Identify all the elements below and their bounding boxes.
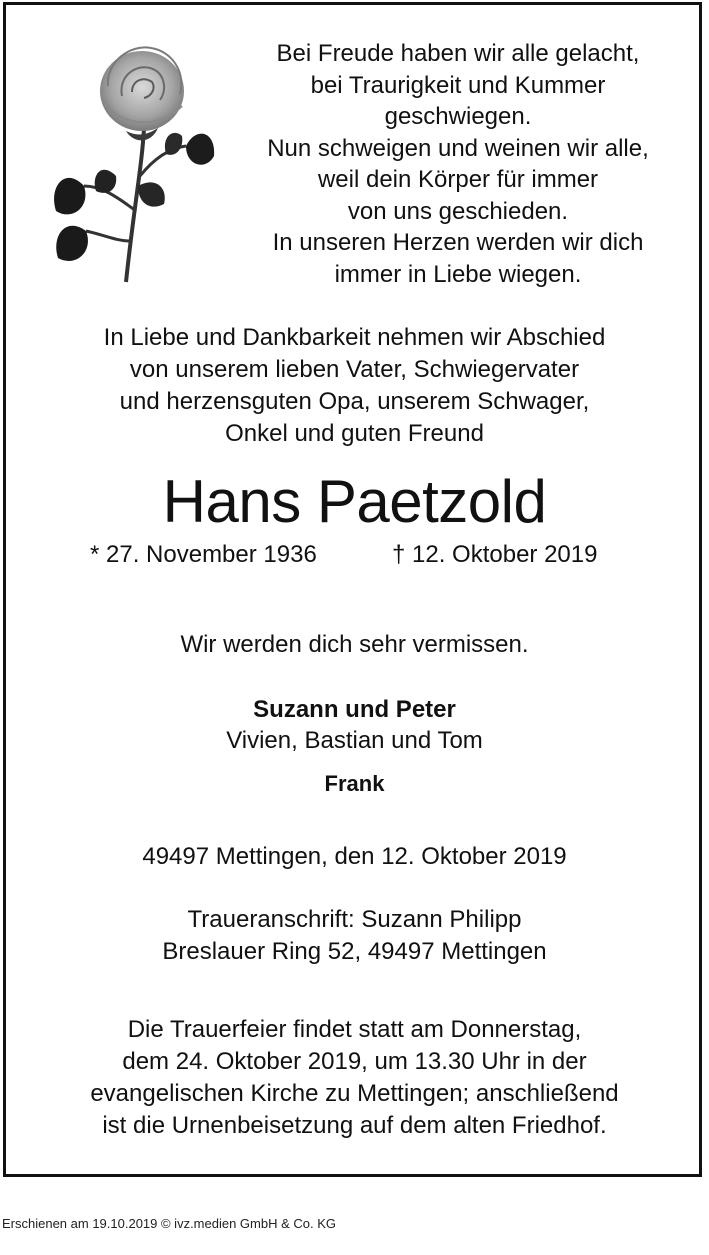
poem (238, 38, 678, 290)
mourners-group-2: Frank (324, 771, 385, 796)
mourner-names: Suzann und Peter (253, 696, 456, 723)
mourning-address (0, 904, 709, 968)
mourners-group-1 (0, 694, 709, 756)
poem-line: geschwiegen. (384, 103, 532, 130)
ceremony-line: evangelischen Kirche zu Mettingen; anschließend (90, 1080, 619, 1107)
poem-line: In unseren Herzen werden wir dich (272, 229, 644, 256)
rose-icon (46, 36, 216, 286)
ceremony-line: ist die Urnenbeisetzung auf dem alten Friedhof. (102, 1112, 607, 1139)
intro-text (0, 322, 709, 450)
mourner-children: Vivien, Bastian und Tom (226, 727, 483, 754)
intro-line: Onkel und guten Freund (225, 420, 484, 447)
address-line: Traueranschrift: Suzann Philipp (187, 906, 522, 933)
deceased-name: Hans Paetzold (162, 468, 547, 535)
poem-line: Nun schweigen und weinen wir alle, (267, 134, 649, 162)
publication-footer: Erschienen am 19.10.2019 © ivz.medien GmbH & Co. KG (2, 1216, 337, 1231)
ceremony-line: dem 24. Oktober 2019, um 13.30 Uhr in der (122, 1048, 587, 1075)
poem-line: bei Traurigkeit und Kummer (310, 71, 606, 99)
ceremony-line: Die Trauerfeier findet statt am Donnerstag, (127, 1016, 582, 1043)
intro-line: von unserem lieben Vater, Schwiegervater (129, 356, 580, 383)
poem-line: Bei Freude haben wir alle gelacht, (276, 40, 640, 67)
miss-line: Wir werden dich sehr vermissen. (180, 631, 529, 658)
ceremony-info (0, 1014, 709, 1142)
death-date: † 12. Oktober 2019 (392, 541, 598, 568)
address-line: Breslauer Ring 52, 49497 Mettingen (162, 938, 547, 965)
birth-date: * 27. November 1936 (90, 541, 317, 568)
place-date: 49497 Mettingen, den 12. Oktober 2019 (142, 843, 567, 870)
intro-line: In Liebe und Dankbarkeit nehmen wir Abschied (103, 324, 606, 351)
intro-line: und herzensguten Opa, unserem Schwager, (119, 388, 590, 415)
poem-line: immer in Liebe wiegen. (334, 260, 582, 288)
poem-line: von uns geschieden. (347, 197, 569, 225)
poem-line: weil dein Körper für immer (317, 166, 599, 193)
